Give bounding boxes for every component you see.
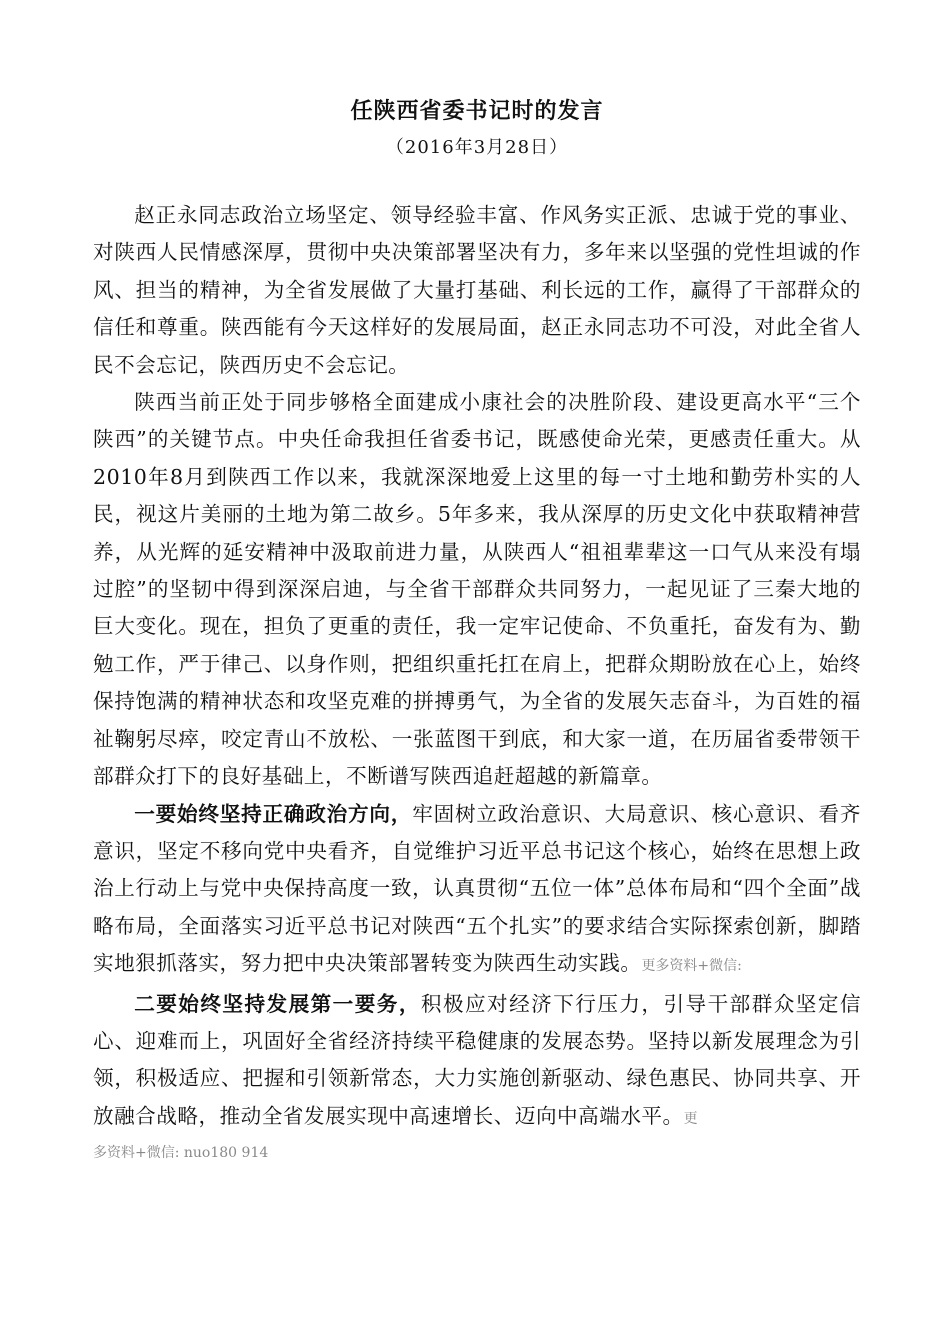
paragraph-lead: 二要始终坚持发展第一要务， xyxy=(134,991,421,1016)
paragraph-3 xyxy=(93,796,861,986)
paragraph-1 xyxy=(93,197,861,384)
paragraph-text: 陕西当前正处于同步够格全面建成小康社会的决胜阶段、建设更高水平“三个陕西”的关键节点。中央任命我担任省委书记，既感使命光荣，更感责任重大。从2010年8月到陕西工作以来，我就深深地爱上这里的每一寸土地和勤劳朴实的人民，视这片美丽的土地为第二故乡。5年多来，我从深厚的历史文化中获取精神营养，从光辉的延安精神中汲取前进力量，从陕西人“祖祖辈辈这一口气从来没有塌过腔”的坚韧中得到深深启迪，与全省干部群众共同努力，一起见证了三秦大地的巨大变化。现在，担负了更重的责任，我一定牢记使命、不负重托，奋发有为、勤勉工作，严于律己、以身作则，把组织重托扛在肩上，把群众期盼放在心上，始终保持饱满的精神状态和攻坚克难的拼搏勇气，为全省的发展矢志奋斗，为百姓的福祉鞠躬尽瘁，咬定青山不放松、一张蓝图干到底，和大家一道，在历届省委带领干部群众打下的良好基础上，不断谱写陕西追赶超越的新篇章。 xyxy=(93,390,861,789)
watermark-note: 更多资料+微信: xyxy=(641,958,742,975)
footer-watermark-note: 多资料+微信: nuo180 914 xyxy=(93,1145,269,1162)
document-date: （2016年3月28日） xyxy=(385,137,569,158)
document-title: 任陕西省委书记时的发言 xyxy=(350,98,604,124)
document-body xyxy=(93,197,861,1168)
paragraph-text: 积极应对经济下行压力，引导干部群众坚定信心、迎难而上，巩固好全省经济持续平稳健康的发展态势。坚持以新发展理念为引领，积极适应、把握和引领新常态，大力实施创新驱动、绿色惠民、协同共享、开放融合战略，推动全省发展实现中高速增长、迈向中高端水平。 xyxy=(93,991,862,1128)
document-page xyxy=(93,95,861,1168)
paragraph-text: 牢固树立政治意识、大局意识、核心意识、看齐意识，坚定不移向党中央看齐，自觉维护习近平总书记这个核心，始终在思想上政治上行动上与党中央保持高度一致，认真贯彻“五位一体”总体布局和“四个全面”战略布局，全面落实习近平总书记对陕西“五个扎实”的要求结合实际探索创新，脚踏实地狠抓落实，努力把中央决策部署转变为陕西生动实践。 xyxy=(93,801,862,976)
paragraph-2 xyxy=(93,384,861,795)
paragraph-4 xyxy=(93,986,861,1139)
watermark-note: 更 xyxy=(683,1110,698,1127)
paragraph-text: 赵正永同志政治立场坚定、领导经验丰富、作风务实正派、忠诚于党的事业、对陕西人民情感深厚，贯彻中央决策部署坚决有力，多年来以坚强的党性坦诚的作风、担当的精神，为全省发展做了大量打基础、利长远的工作，赢得了干部群众的信任和尊重。陕西能有今天这样好的发展局面，赵正永同志功不可没，对此全省人民不会忘记，陕西历史不会忘记。 xyxy=(93,203,861,377)
paragraph-lead: 一要始终坚持正确政治方向， xyxy=(134,801,413,826)
